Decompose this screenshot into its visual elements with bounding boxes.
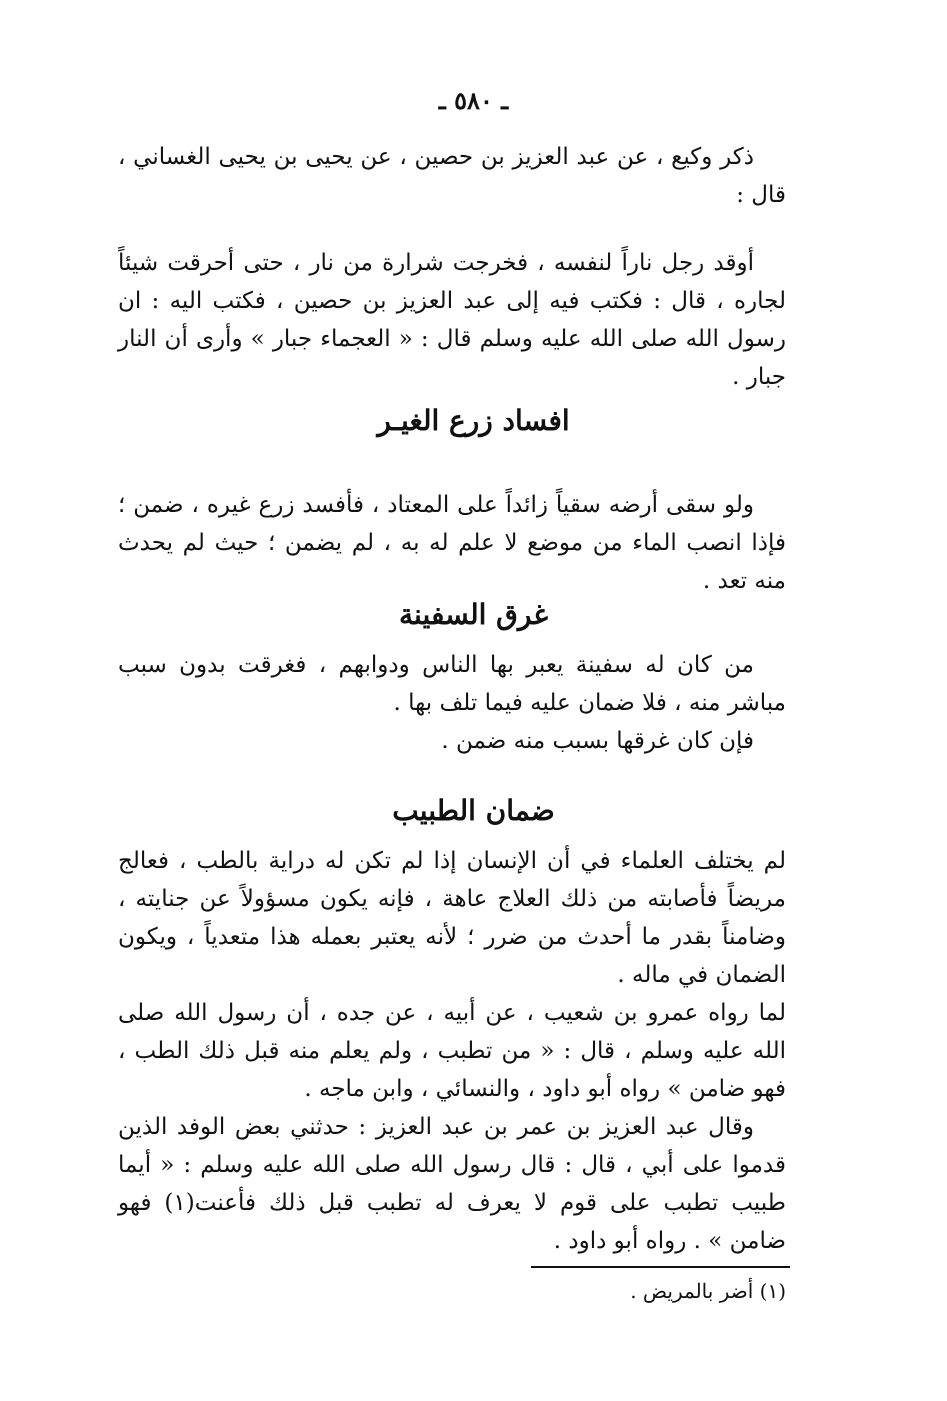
crop-damage-text: [118, 486, 786, 600]
intro-paragraph-1: [118, 138, 786, 214]
paragraph: ولو سقى أرضه سقياً زائداً على المعتاد ، فأفسد زرع غيره ، ضمن ؛ فإذا انصب الماء من موضع لا علم له به ، لم يضمن ؛ حيث لم يحدث منه تعد .: [118, 492, 786, 594]
paragraph: لم يختلف العلماء في أن الإنسان إذا لم تكن له دراية بالطب ، فعالج مريضاً فأصابته من ذلك العلاج عاهة ، فإنه يكون مسؤولاً عن جنايته ، وضامناً بقدر ما أحدث من ضرر ؛ لأنه يعتبر بعمله هذا متعدياً ، ويكون الضمان في ماله .: [118, 848, 786, 988]
footnote: (١) أضر بالمريض .: [630, 1279, 786, 1303]
page-number: ـ ٥٨٠ ـ: [438, 86, 509, 115]
physician-liability-text: [118, 842, 786, 1260]
paragraph: فإن كان غرقها بسبب منه ضمن .: [441, 728, 754, 754]
section-heading-ship-sinking: غرق السفينة: [399, 598, 548, 631]
paragraph: لما رواه عمرو بن شعيب ، عن أبيه ، عن جده ، أن رسول الله صلى الله عليه وسلم ، قال : « من تطبب ، ولم يعلم منه قبل ذلك الطب ، فهو ضامن » رواه أبو داود ، والنسائي ، وابن ماجه .: [118, 1000, 786, 1102]
paragraph: ذكر وكيع ، عن عبد العزيز بن حصين ، عن يحيى بن يحيى الغساني ، قال :: [118, 144, 786, 208]
section-heading-crop-damage: افساد زرع الغيـر: [377, 404, 570, 437]
paragraph: وقال عبد العزيز بن عمر بن عبد العزيز : حدثني بعض الوفد الذين قدموا على أبي ، قال : قال رسول الله صلى الله عليه وسلم : « أيما طبيب تطبب على قوم لا يعرف له تطبب قبل ذلك فأعنت(١) فهو ضامن » . رواه أبو داود .: [118, 1114, 786, 1254]
ship-sinking-text: [118, 646, 786, 760]
intro-paragraph-2: [118, 244, 786, 396]
footnote-divider: [531, 1266, 790, 1268]
paragraph: من كان له سفينة يعبر بها الناس ودوابهم ، فغرقت بدون سبب مباشر منه ، فلا ضمان عليه فيما تلف بها .: [118, 652, 786, 716]
section-heading-physician-liability: ضمان الطبيب: [392, 794, 555, 827]
paragraph: أوقد رجل ناراً لنفسه ، فخرجت شرارة من نار ، حتى أحرقت شيئاً لجاره ، قال : فكتب فيه إلى عبد العزيز بن حصين ، فكتب اليه : ان رسول الله صلى الله عليه وسلم قال : « العجماء جبار » وأرى أن النار جبار .: [118, 250, 786, 390]
